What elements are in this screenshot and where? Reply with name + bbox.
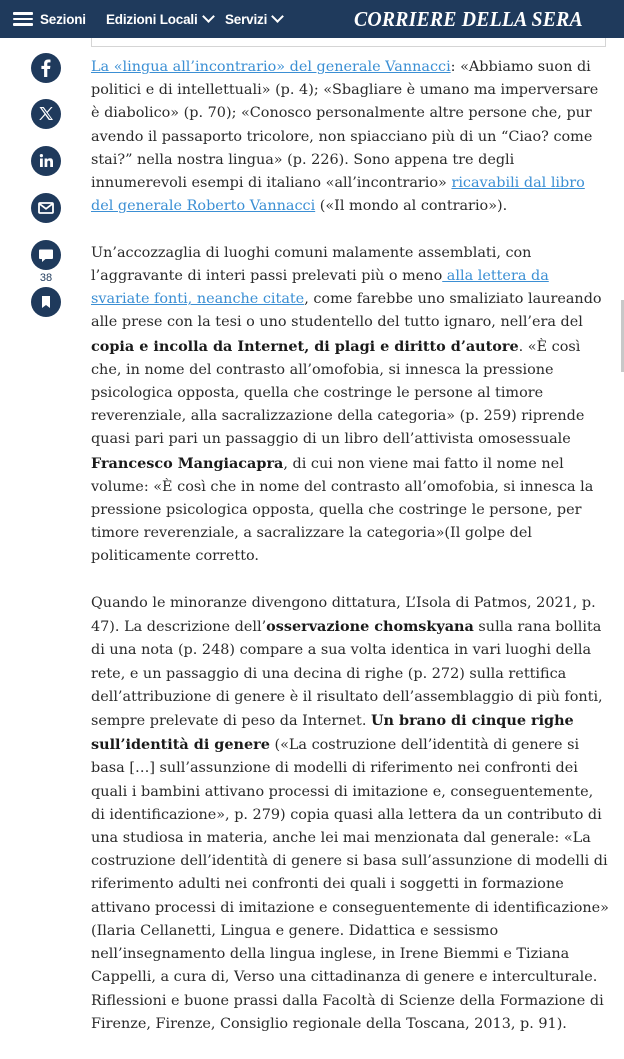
chevron-down-icon <box>271 10 284 23</box>
email-icon <box>31 193 61 223</box>
linkedin-icon <box>31 146 61 176</box>
comment-icon <box>31 240 61 270</box>
x-share-button[interactable] <box>31 99 61 129</box>
chevron-down-icon <box>202 10 215 23</box>
bold-text: Un brano di cinque righe sull’identità di genere <box>91 712 574 754</box>
vannacci-article-link[interactable]: La «lingua all’incontrario» del generale Vannacci <box>91 59 451 75</box>
paragraph-text: («Il mondo al contrario»). <box>315 198 508 215</box>
facebook-icon <box>31 53 61 83</box>
local-editions-label: Edizioni Locali <box>106 11 198 27</box>
article-paragraph <box>91 242 611 569</box>
bookmark-button[interactable] <box>31 287 61 317</box>
corriere-logo[interactable]: CORRIERE DELLA SERA <box>354 7 583 31</box>
bookmark-icon <box>31 287 61 317</box>
sections-label: Sezioni <box>40 11 86 27</box>
paragraph-text: («La costruzione dell’identità di genere si basa […] sull’assunzione di modelli di riferimento nei confronti dei quali i bambini attivano processi di imitazione e, conseguentemente, di identificazione», p. 279) copia quasi alla lettera da un contributo di una studiosa in materia, anche lei mai menzionata dal generale: «La costruzione dell’identità di genere si basa sull’assunzione di modelli di riferimento adulti nei confronti dei quali i soggetti in formazione attivano processi di imitazione e conseguentemente di identificazione» (Ilaria Cellanetti, Lingua e genere. Didattica e sessismo nell’insegnamento della lingua inglese, in Irene Biemmi e Tiziana Cappelli, a cura di, Verso una cittadinanza di genere e interculturale. Riflessioni e buone prassi dalla Facoltà di Scienze della Formazione di Firenze, Firenze, Consiglio regionale della Toscana, 2013, p. 91). <box>91 737 609 1032</box>
sources-link[interactable]: alla lettera da svariate fonti, neanche citate <box>91 268 549 308</box>
article-paragraph <box>91 56 611 218</box>
paragraph-text: , di cui non viene mai fatto il nome nel volume: «È così che in nome del contrasto all’omofobia, si innesca la pressione psicologica opposta, quella che costringe le persone, per timore reverenziale, a sacralizzare la categoria»(Il golpe del politicamente corretto. <box>91 455 594 565</box>
hamburger-icon <box>13 12 33 26</box>
comment-count[interactable]: 38 <box>39 272 53 284</box>
paragraph-text: Un’accozzaglia di luoghi comuni malamente assemblati, con l’aggravante di interi passi prelevati più o meno <box>91 244 532 285</box>
paragraph-text: sulla rana bollita di una nota (p. 248) compare a sua volta identica in vari luoghi della rete, e un passaggio di una decina di righe (p. 272) sulla rettifica dell’attribuzione di genere è il risultato dell’assemblaggio di più fonti, sempre prelevate di peso da Internet. <box>91 619 603 730</box>
paragraph-text: Quando le minoranze divengono dittatura, L’Isola di Patmos, 2021, p. 47). La descrizione dell’ <box>91 595 596 636</box>
bold-text: osservazione chomskyana <box>266 618 474 636</box>
paragraph-text: . «È così che, in nome del contrasto all’omofobia, si innesca la pressione psicologica opposta, quella che costringe le persone al timore reverenziale, alla sacralizzazione della categoria» (p. 259) riprende quasi pari pari un passaggio di un libro dell’attivista omosessuale <box>91 338 585 448</box>
facebook-share-button[interactable] <box>31 53 61 83</box>
services-menu[interactable] <box>225 0 282 38</box>
vannacci-book-link[interactable]: ricavabili dal libro del generale Roberto Vannacci <box>91 175 585 215</box>
bold-text: copia e incolla da Internet, di plagi e diritto d’autore <box>91 337 519 355</box>
paragraph-text: : «Abbiamo suon di politici e di intellettuali» (p. 4); «Sbagliare è umano ma imperversare è diabolico» (p. 70); «Conosco personalmente altre persone che, pur avendo il passaporto tricolore, non spiacciano più di un “Ciao? come stai?” nella nostra lingua» (p. 226). Sono appena tre degli innumerevoli esempi di italiano «all’incontrario» <box>91 59 599 192</box>
email-share-button[interactable] <box>31 193 61 223</box>
x-icon <box>31 99 61 129</box>
local-editions-menu[interactable] <box>106 0 213 38</box>
bold-text: Francesco Mangiacapra <box>91 454 284 472</box>
paragraph-text: , come farebbe uno smaliziato laureando alle prese con la tesi o uno studentello del tutto ignaro, nell’era del <box>91 291 602 331</box>
comments-button[interactable] <box>31 240 61 270</box>
article-body <box>91 56 611 1059</box>
services-label: Servizi <box>225 11 268 27</box>
top-navigation-bar <box>0 0 624 38</box>
previous-box-edge <box>91 38 606 47</box>
sections-menu-button[interactable] <box>13 0 86 38</box>
article-paragraph <box>91 592 611 1036</box>
linkedin-share-button[interactable] <box>31 146 61 176</box>
